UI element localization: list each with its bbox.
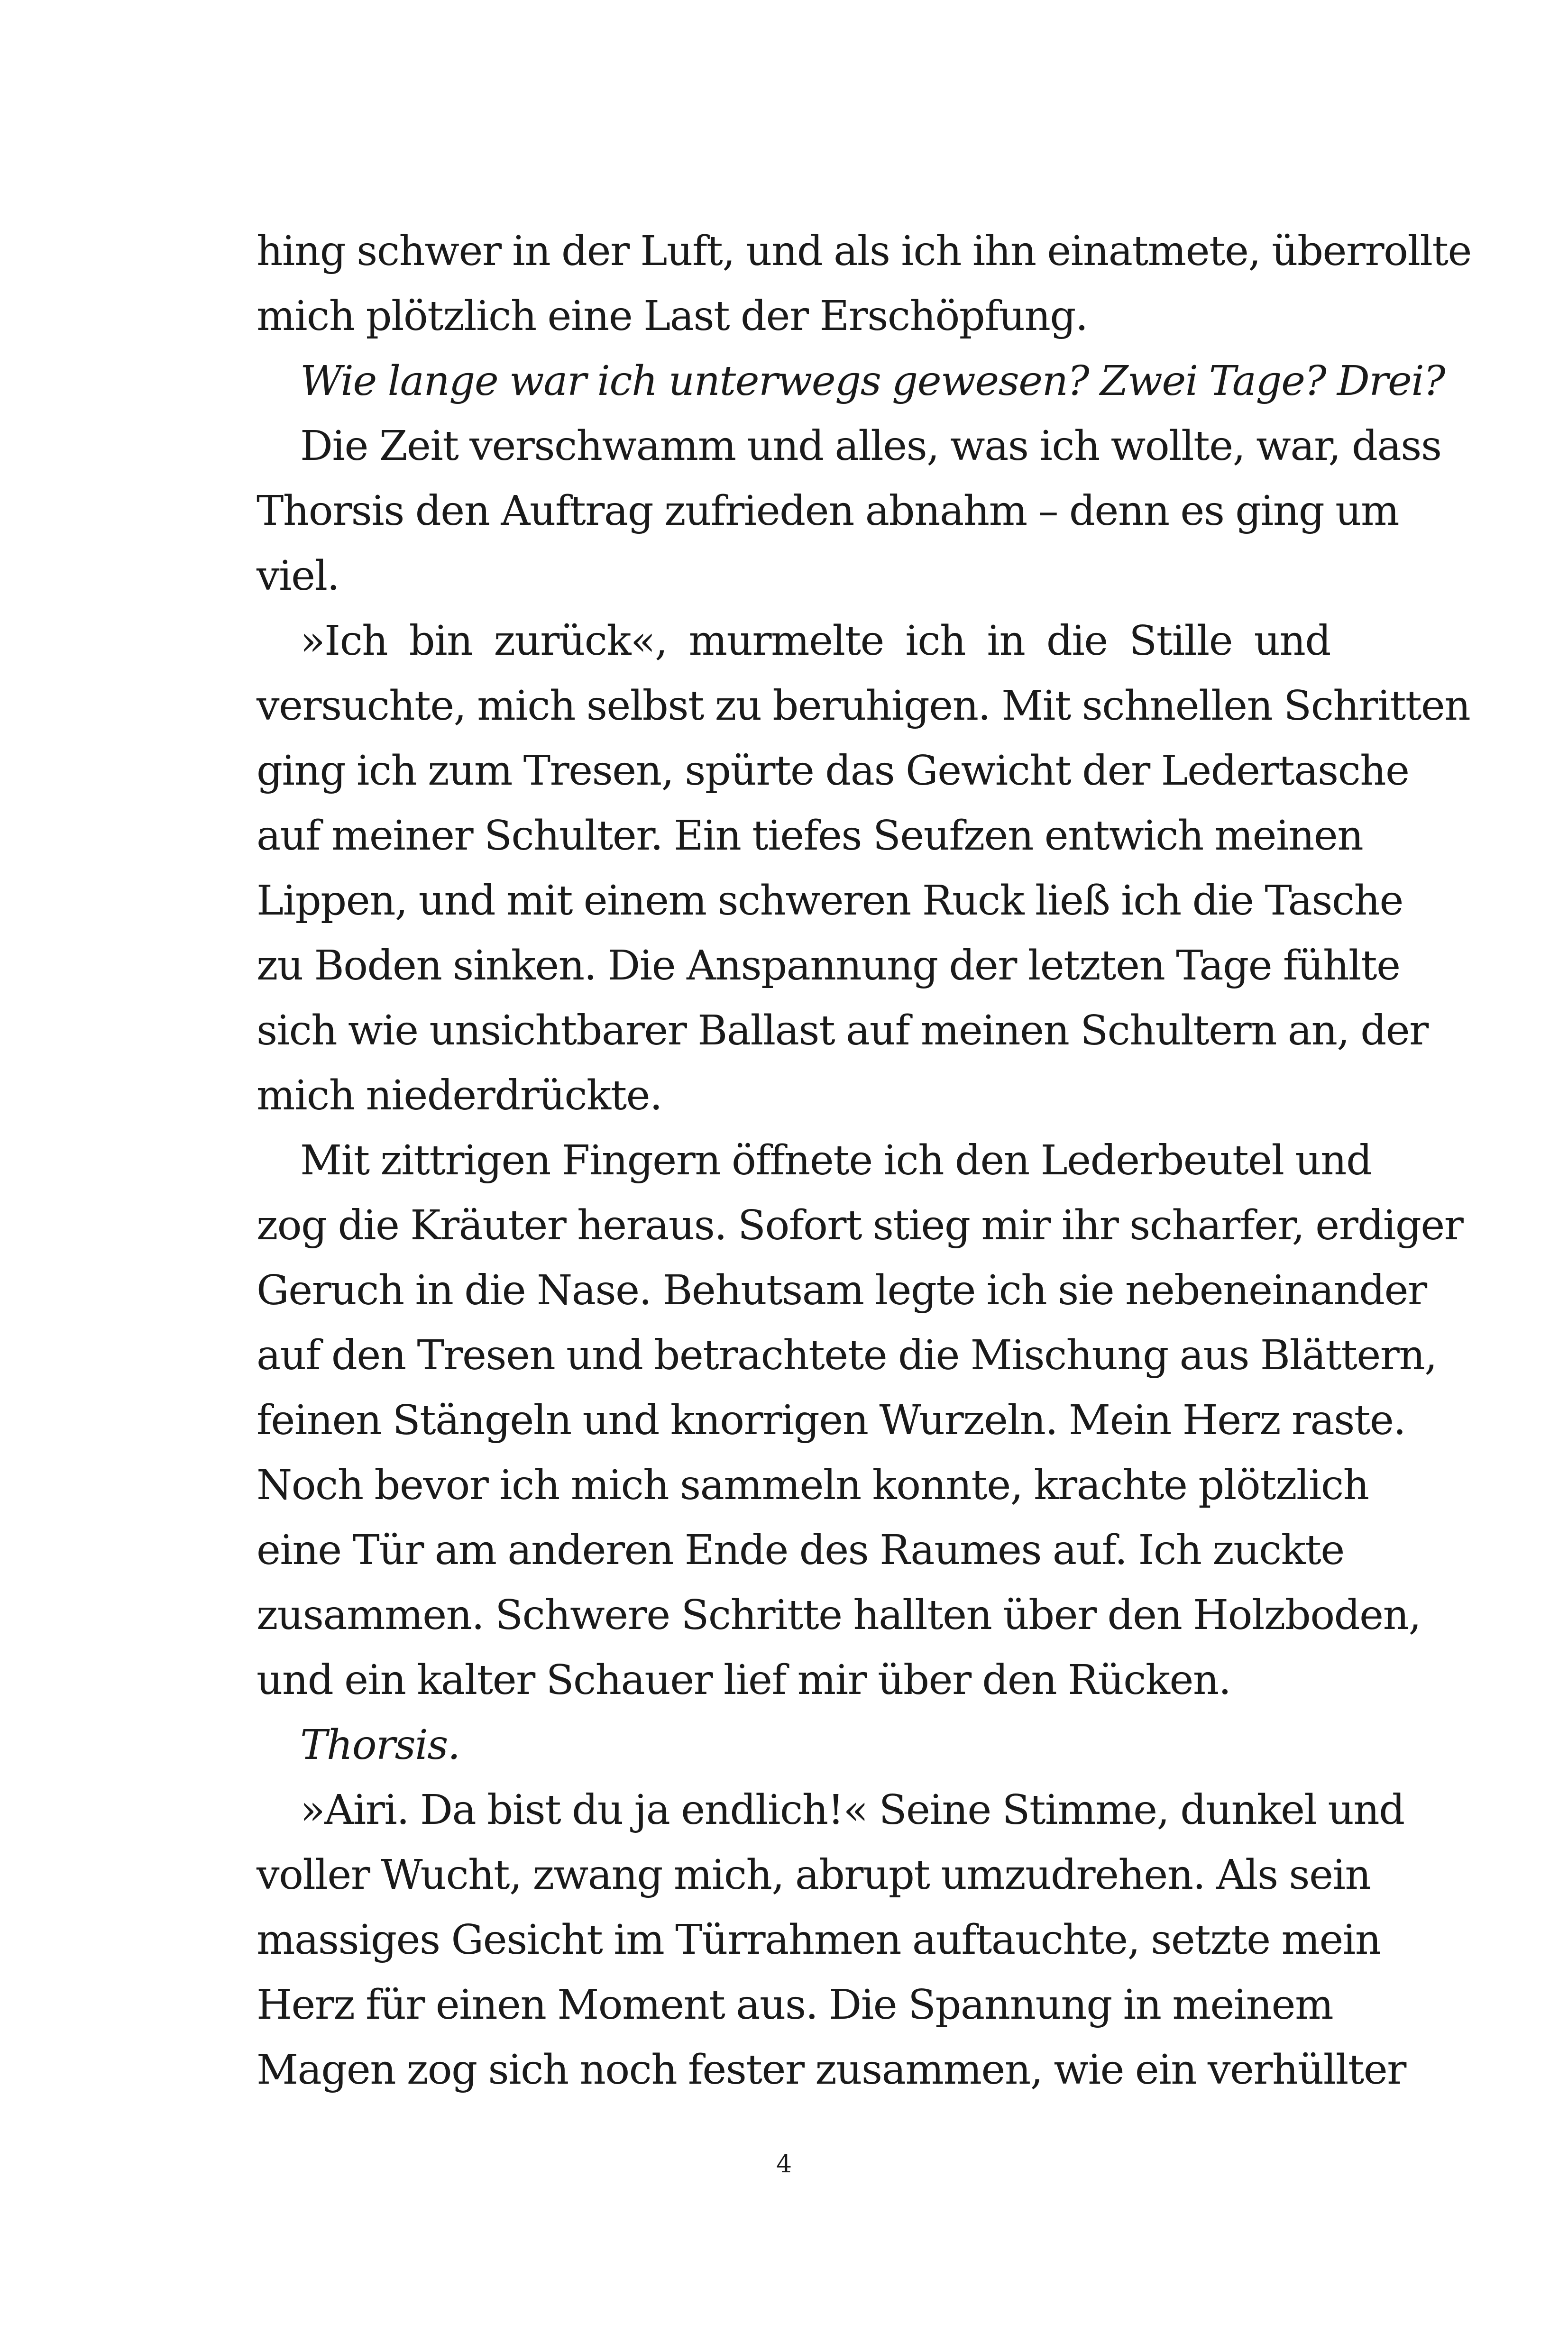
text-line: voller Wucht, zwang mich, abrupt umzudrehen. Als sein [257,1851,1371,1899]
body-text [257,219,1471,2103]
text-line: zusammen. Schwere Schritte hallten über den Holzboden, [257,1592,1421,1639]
paragraph-start-line: »Airi. Da bist du ja endlich!« Seine Stimme, dunkel und [300,1786,1404,1834]
text-line: eine Tür am anderen Ende des Raumes auf. Ich zuckte [257,1527,1344,1574]
italic-thought-line: Wie lange war ich unterwegs gewesen? Zwei Tage? Drei? [300,357,1445,405]
paragraph-start-line: »Ich bin zurück«, murmelte ich in die Stille und [300,617,1330,665]
text-line: Lippen, und mit einem schweren Ruck ließ ich die Tasche [257,877,1403,924]
text-line: Herz für einen Moment aus. Die Spannung in meinem [257,1981,1333,2029]
text-line: massiges Gesicht im Türrahmen auftauchte, setzte mein [257,1916,1381,1964]
text-line: Magen zog sich noch fester zusammen, wie ein verhüllter [257,2046,1406,2094]
italic-thought-line: Thorsis. [300,1721,460,1769]
text-line: zu Boden sinken. Die Anspannung der letzten Tage fühlte [257,942,1400,989]
text-line: Noch bevor ich mich sammeln konnte, krachte plötzlich [257,1462,1369,1509]
paragraph-start-line: Mit zittrigen Fingern öffnete ich den Lederbeutel und [300,1137,1372,1184]
text-line: viel. [257,552,339,600]
text-line: sich wie unsichtbarer Ballast auf meinen Schultern an, der [257,1007,1428,1054]
text-line: zog die Kräuter heraus. Sofort stieg mir ihr scharfer, erdiger [257,1202,1463,1249]
text-line: und ein kalter Schauer lief mir über den Rücken. [257,1656,1231,1704]
text-line: versuchte, mich selbst zu beruhigen. Mit schnellen Schritten [257,682,1470,730]
text-line: mich plötzlich eine Last der Erschöpfung. [257,293,1088,340]
text-line: auf meiner Schulter. Ein tiefes Seufzen entwich meinen [257,812,1363,860]
text-line: auf den Tresen und betrachtete die Mischung aus Blättern, [257,1332,1437,1379]
paragraph-start-line: Die Zeit verschwamm und alles, was ich wollte, war, dass [300,422,1441,470]
text-line: Geruch in die Nase. Behutsam legte ich sie nebeneinander [257,1267,1427,1314]
text-line: hing schwer in der Luft, und als ich ihn einatmete, überrollte [257,228,1471,275]
text-line: mich niederdrückte. [257,1072,662,1119]
text-line: feinen Stängeln und knorrigen Wurzeln. Mein Herz raste. [257,1397,1406,1444]
page-number: 4 [776,2150,792,2178]
text-line: ging ich zum Tresen, spürte das Gewicht der Ledertasche [257,747,1409,795]
text-line: Thorsis den Auftrag zufrieden abnahm – denn es ging um [257,487,1399,535]
